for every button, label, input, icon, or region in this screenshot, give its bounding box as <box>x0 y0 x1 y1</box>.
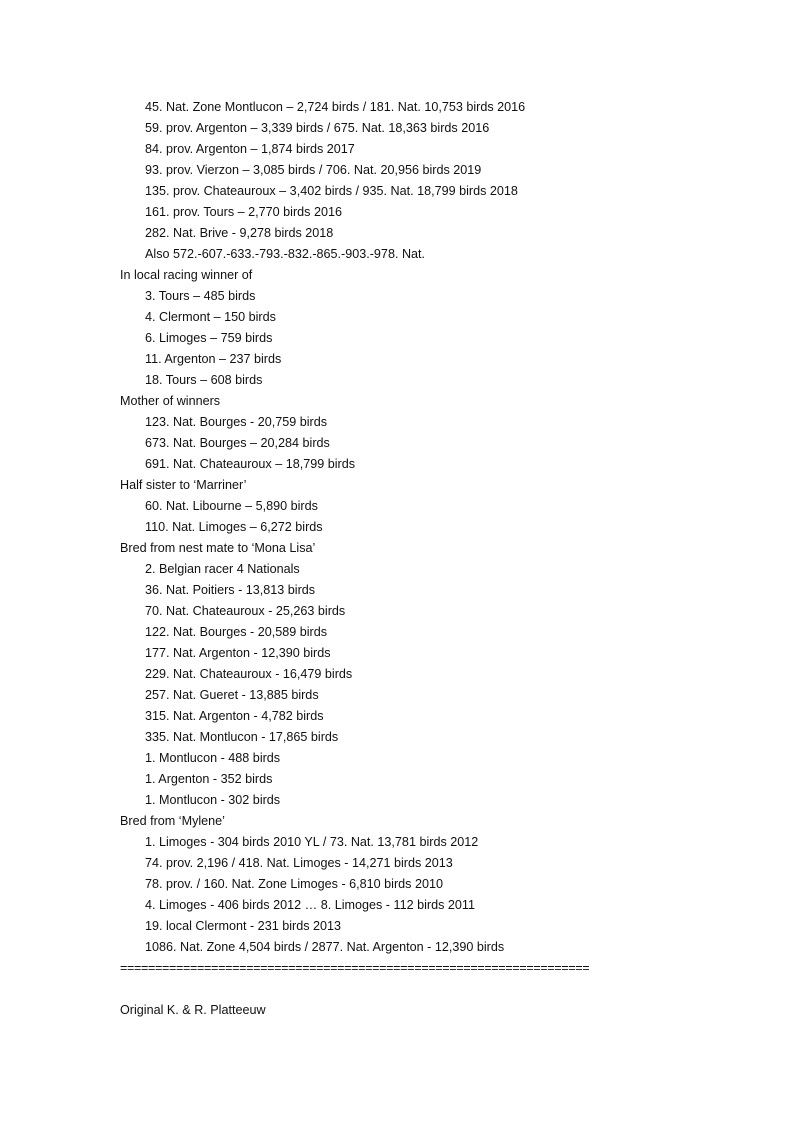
result-line: 84. prov. Argenton – 1,874 birds 2017 <box>145 142 355 156</box>
result-line: 45. Nat. Zone Montlucon – 2,724 birds / 181. Nat. 10,753 birds 2016 <box>145 100 526 114</box>
result-line: 122. Nat. Bourges - 20,589 birds <box>145 625 328 639</box>
result-line: 1086. Nat. Zone 4,504 birds / 2877. Nat. Argenton - 12,390 birds <box>145 940 505 954</box>
footer-credit: Original K. & R. Platteeuw <box>120 1003 266 1017</box>
separator-line: =================================================================== <box>120 961 590 975</box>
result-line: 11. Argenton – 237 birds <box>145 352 282 366</box>
section-heading: In local racing winner of <box>120 268 253 282</box>
section-heading: Bred from nest mate to ‘Mona Lisa’ <box>120 541 316 555</box>
result-line: 1. Limoges - 304 birds 2010 YL / 73. Nat. 13,781 birds 2012 <box>145 835 479 849</box>
result-line: 4. Clermont – 150 birds <box>145 310 276 324</box>
result-line: 257. Nat. Gueret - 13,885 birds <box>145 688 319 702</box>
result-line: 4. Limoges - 406 birds 2012 … 8. Limoges - 112 birds 2011 <box>145 898 475 912</box>
result-line: 59. prov. Argenton – 3,339 birds / 675. Nat. 18,363 birds 2016 <box>145 121 490 135</box>
result-line: 1. Montlucon - 302 birds <box>145 793 281 807</box>
result-line: 135. prov. Chateauroux – 3,402 birds / 935. Nat. 18,799 birds 2018 <box>145 184 518 198</box>
document-body <box>120 97 720 1021</box>
result-line: 70. Nat. Chateauroux - 25,263 birds <box>145 604 346 618</box>
result-line: 6. Limoges – 759 birds <box>145 331 273 345</box>
result-line: 673. Nat. Bourges – 20,284 birds <box>145 436 330 450</box>
result-line: 1. Argenton - 352 birds <box>145 772 273 786</box>
section-heading: Bred from ‘Mylene’ <box>120 814 225 828</box>
result-line: 60. Nat. Libourne – 5,890 birds <box>145 499 318 513</box>
result-line: 74. prov. 2,196 / 418. Nat. Limoges - 14,271 birds 2013 <box>145 856 453 870</box>
result-line: 110. Nat. Limoges – 6,272 birds <box>145 520 323 534</box>
blank-line <box>120 979 720 1000</box>
result-line: 335. Nat. Montlucon - 17,865 birds <box>145 730 339 744</box>
section-heading: Half sister to ‘Marriner’ <box>120 478 247 492</box>
result-line: 282. Nat. Brive - 9,278 birds 2018 <box>145 226 334 240</box>
result-line: 691. Nat. Chateauroux – 18,799 birds <box>145 457 356 471</box>
result-line: 2. Belgian racer 4 Nationals <box>145 562 300 576</box>
result-line: 19. local Clermont - 231 birds 2013 <box>145 919 342 933</box>
section-heading: Mother of winners <box>120 394 221 408</box>
result-line: 78. prov. / 160. Nat. Zone Limoges - 6,810 birds 2010 <box>145 877 443 891</box>
result-line: 1. Montlucon - 488 birds <box>145 751 281 765</box>
result-line: 177. Nat. Argenton - 12,390 birds <box>145 646 331 660</box>
result-line: 161. prov. Tours – 2,770 birds 2016 <box>145 205 342 219</box>
result-line: 315. Nat. Argenton - 4,782 birds <box>145 709 324 723</box>
result-line: 93. prov. Vierzon – 3,085 birds / 706. Nat. 20,956 birds 2019 <box>145 163 482 177</box>
pedigree-text <box>120 97 720 958</box>
result-line: 3. Tours – 485 birds <box>145 289 256 303</box>
result-line: 36. Nat. Poitiers - 13,813 birds <box>145 583 316 597</box>
result-line: 123. Nat. Bourges - 20,759 birds <box>145 415 328 429</box>
result-line: 18. Tours – 608 birds <box>145 373 263 387</box>
result-line: Also 572.-607.-633.-793.-832.-865.-903.-978. Nat. <box>145 247 426 261</box>
result-line: 229. Nat. Chateauroux - 16,479 birds <box>145 667 353 681</box>
